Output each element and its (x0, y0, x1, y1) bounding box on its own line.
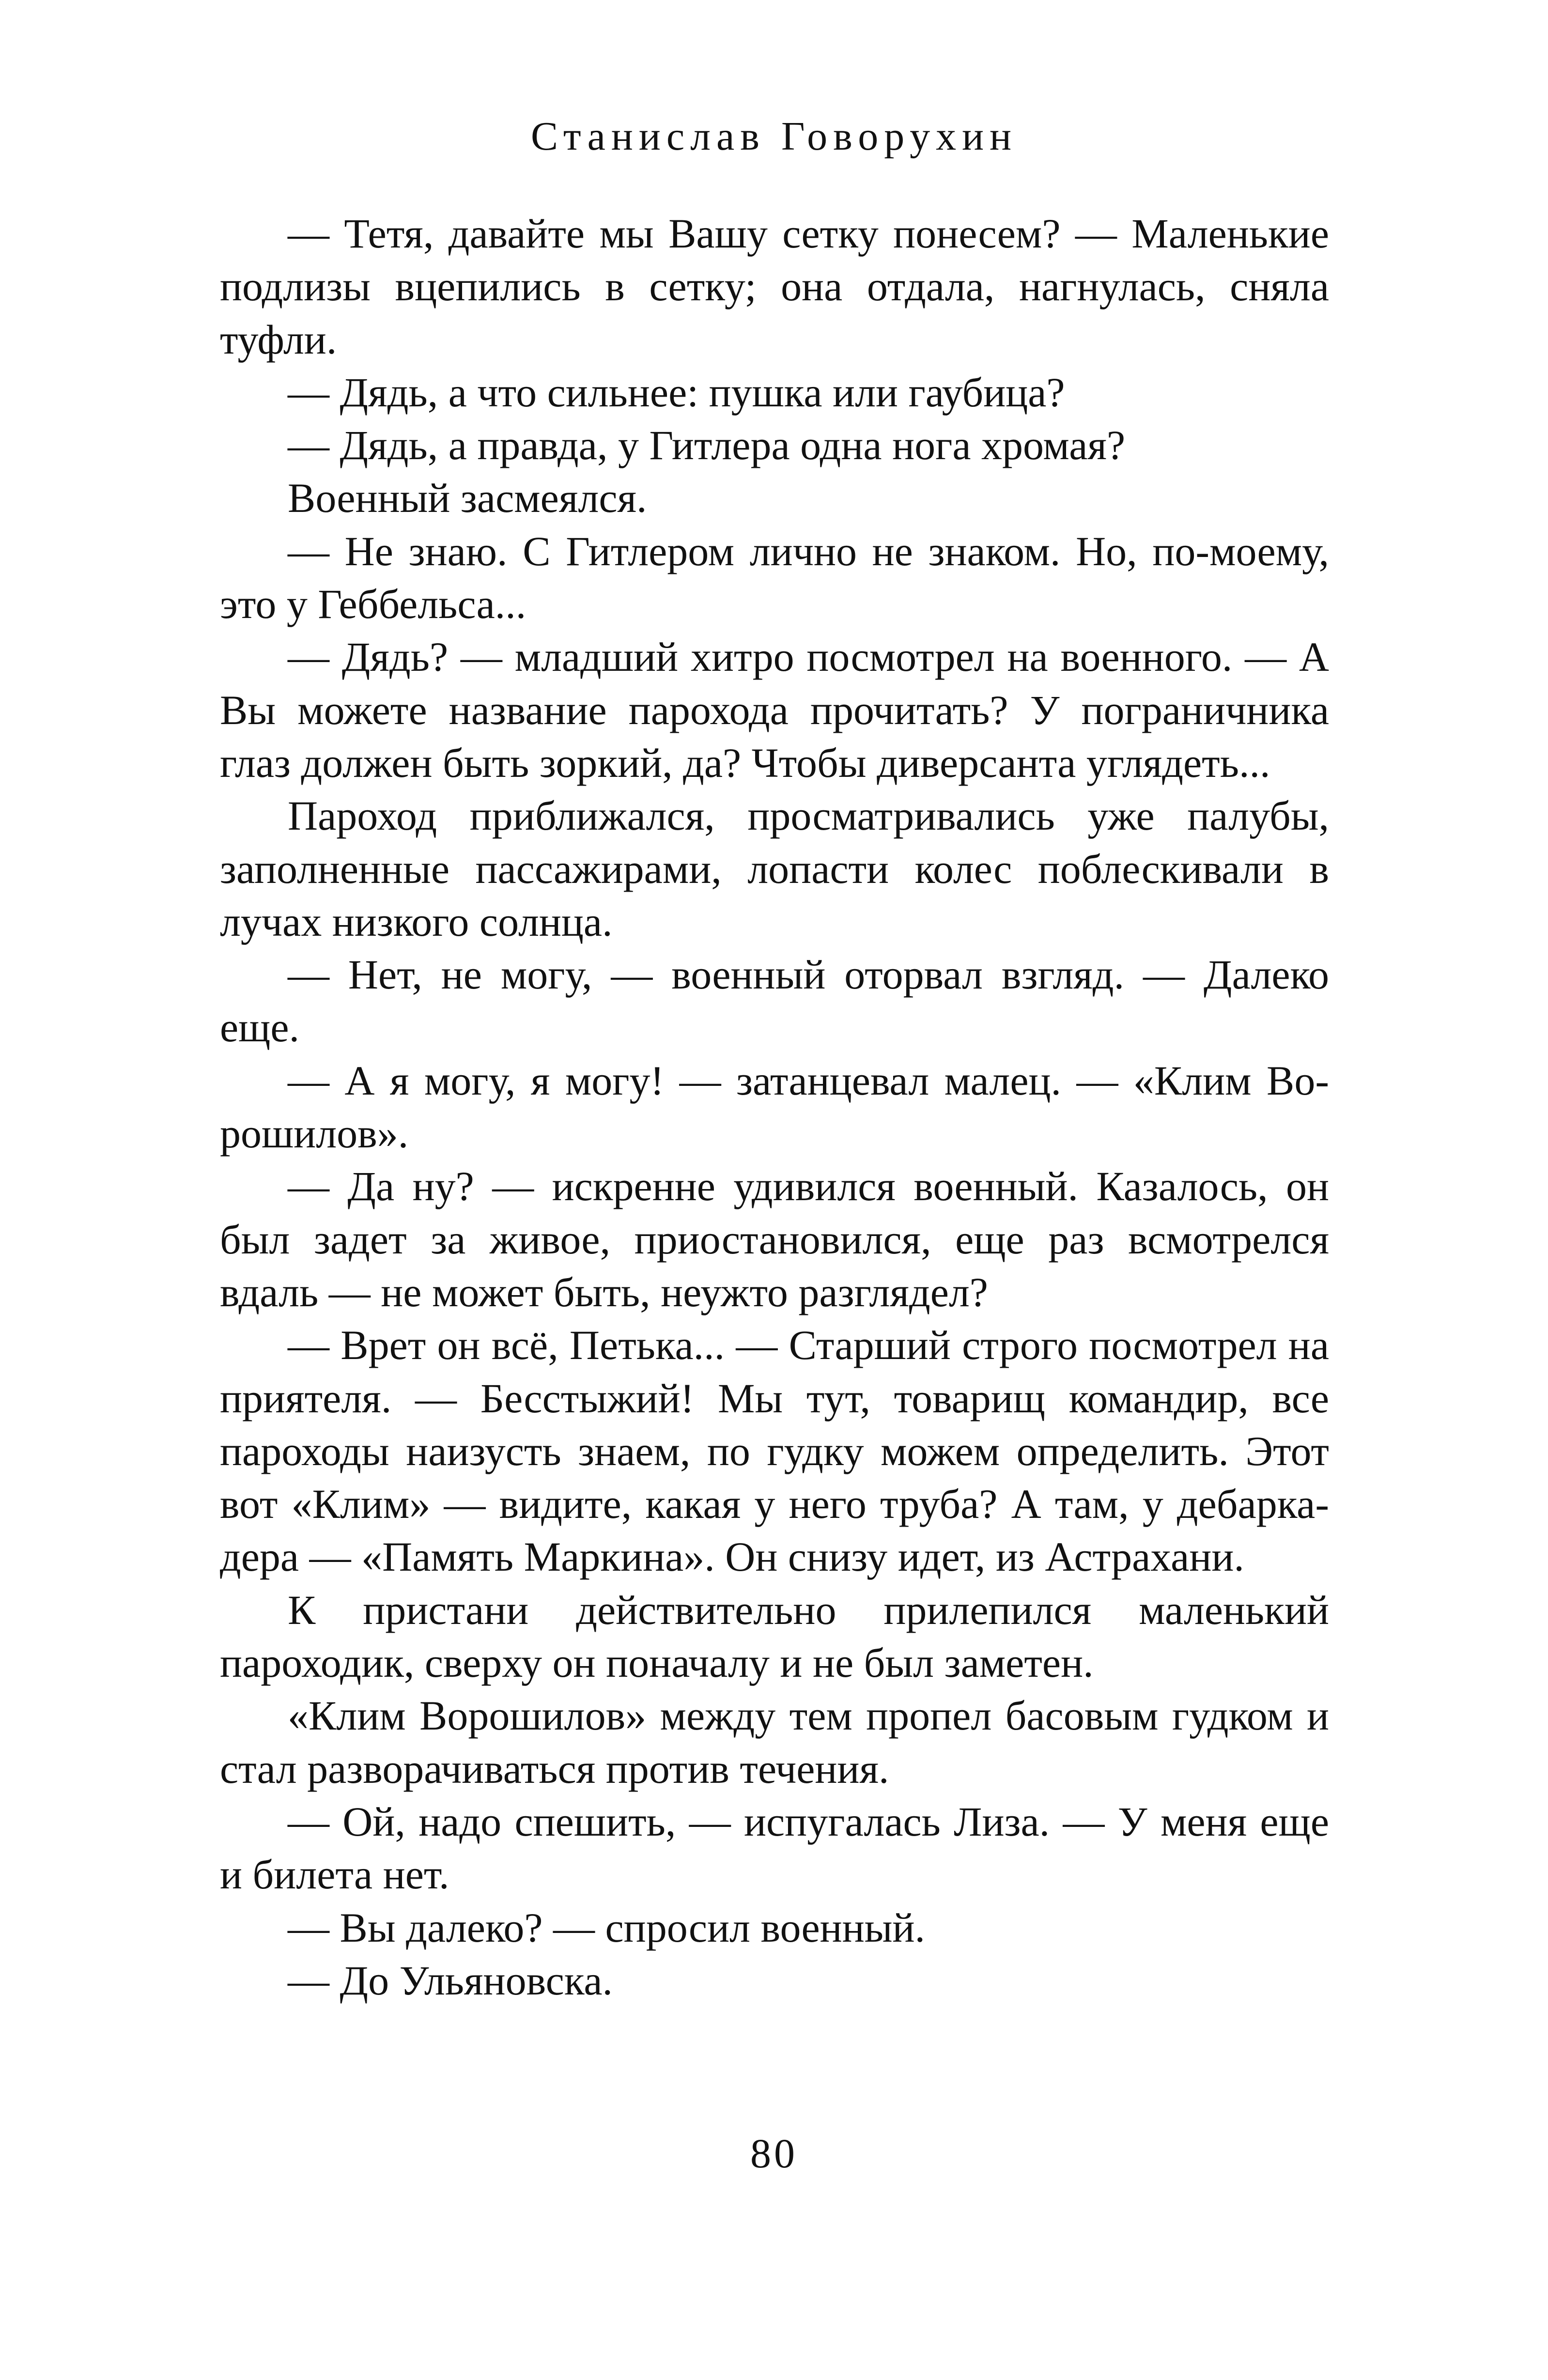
paragraph: — Дядь, а правда, у Гитлера одна нога хромая? (288, 422, 1126, 469)
paragraph: — Дядь? — младший хитро посмотрел на военного. — А Вы можете название парохода прочитать? У пограничника глаз должен быть зоркий, да? Чтобы диверсанта углядеть... (220, 634, 1329, 786)
paragraph: — Не знаю. С Гитлером лично не знаком. Но, по-моему, это у Геббельса... (220, 527, 1329, 628)
paragraph: — Врет он всё, Петька... — Старший строго посмотрел на приятеля. — Бесстыжий! Мы тут, товарищ командир, все пароходы наизусть знаем, по гудку можем определить. Этот вот «Клим» — видите, какая у него труба? А там, у дебаркадера — «Память Маркина». Он снизу идет, из Астрахани. (220, 1322, 1329, 1580)
paragraph: Пароход приближался, просматривались уже палубы, заполненные пассажирами, лопасти колес поблескивали в лучах низкого солнца. (220, 792, 1329, 945)
paragraph: К пристани действительно прилепился маленький пароходик, сверху он поначалу и не был заметен. (220, 1586, 1329, 1686)
paragraph: «Клим Ворошилов» между тем пропел басовым гудком и стал разворачиваться против течения. (220, 1692, 1329, 1792)
running-head: Станислав Говорухин (530, 114, 1018, 159)
paragraph: Военный засмеялся. (288, 475, 647, 522)
body-text (220, 207, 1329, 2007)
paragraph: — Вы далеко? — спросил военный. (288, 1904, 926, 1951)
paragraph: — Ой, надо спешить, — испугалась Лиза. — У меня еще и билета нет. (220, 1798, 1329, 1898)
paragraph: — До Ульяновска. (288, 1957, 613, 2004)
paragraph: — А я могу, я могу! — затанцевал малец. — «Клим Ворошилов». (220, 1057, 1329, 1157)
paragraph: — Нет, не могу, — военный оторвал взгляд. — Далеко еще. (220, 951, 1329, 1051)
paragraph: — Дядь, а что сильнее: пушка или гаубица? (288, 369, 1065, 416)
paragraph: — Тетя, давайте мы Вашу сетку понесем? — Маленькие подлизы вцепились в сетку; она отдала, нагнулась, сняла туфли. (220, 210, 1329, 363)
paragraph: — Да ну? — искренне удивился военный. Казалось, он был задет за живое, приостановился, еще раз всмотрелся вдаль — не может быть, неужто разглядел? (220, 1163, 1329, 1315)
page-number: 80 (750, 2130, 798, 2177)
